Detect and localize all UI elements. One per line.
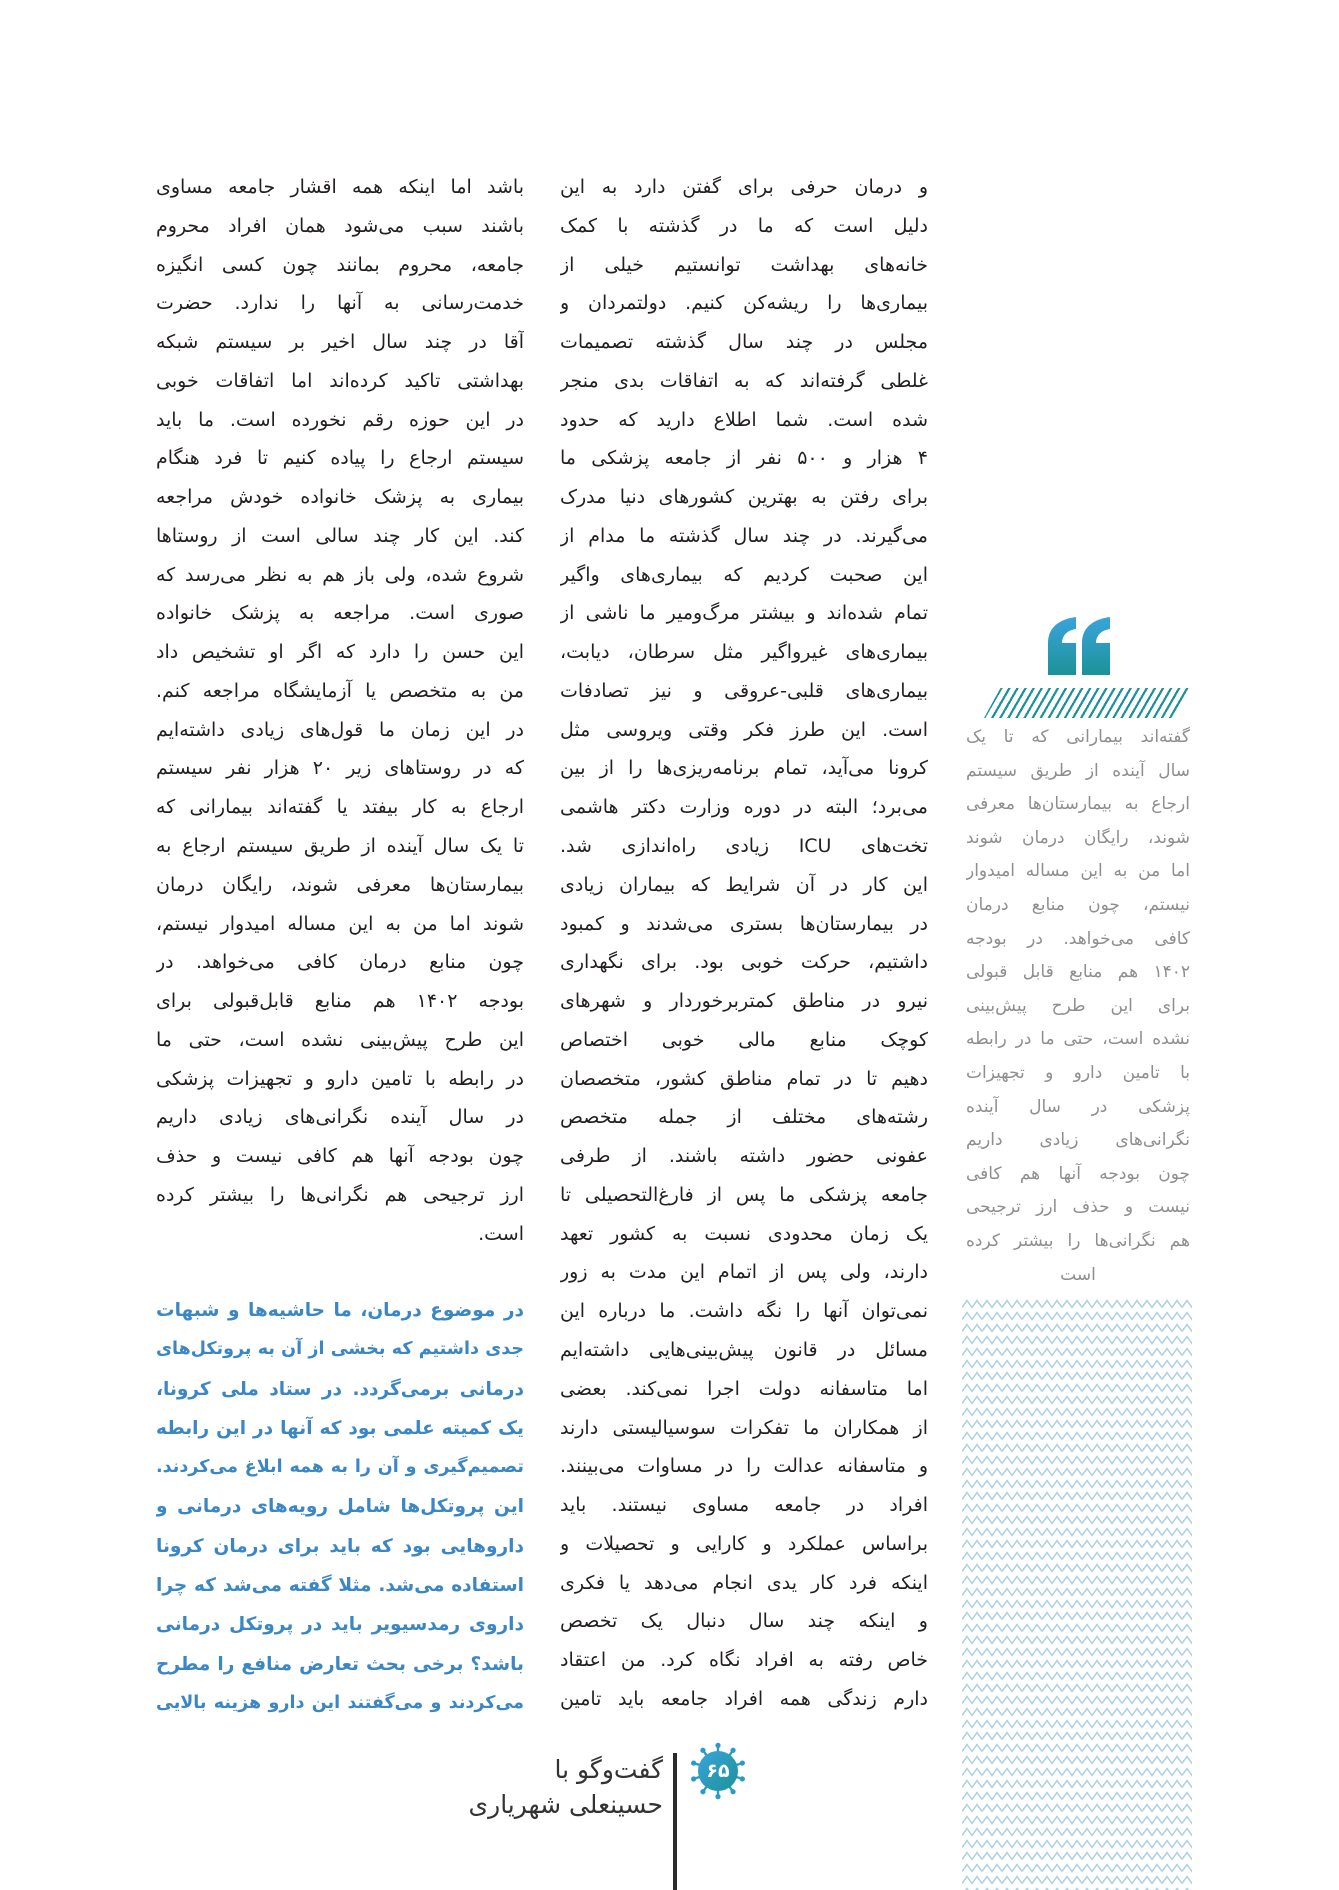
pull-quote-line: نیستم، چون منابع درمان [966, 894, 1190, 915]
quote-icon [1044, 617, 1114, 675]
body-text-line: تخت‌های ICU زیادی راه‌اندازی شد. [560, 835, 928, 858]
pull-quote-line: هم نگرانی‌ها را بیشتر کرده [966, 1230, 1190, 1251]
pull-quote-line: کافی می‌خواهد. در بودجه [966, 928, 1190, 949]
pull-quote-line: با تامین دارو و تجهیزات [966, 1062, 1190, 1083]
body-text-line: نمی‌توان آنها را نگه داشت. ما درباره این [560, 1300, 928, 1323]
body-text-line: کرونا می‌آید، تمام برنامه‌ریزی‌ها را از بین [560, 757, 928, 780]
body-text-line: نیرو در مناطق کمتربرخوردار و شهرهای [560, 990, 928, 1013]
body-text-line: سیستم ارجاع را پیاده کنیم تا فرد هنگام [156, 447, 524, 470]
body-text-line: کوچک منابع مالی خوبی اختصاص [560, 1028, 928, 1051]
highlight-paragraph [156, 1291, 524, 1723]
body-text-line: مجلس در چند سال گذشته تصمیمات [560, 331, 928, 354]
pull-quote-line: سال آینده از طریق سیستم [966, 760, 1190, 781]
body-text-line: در رابطه با تامین دارو و تجهیزات پزشکی [156, 1067, 524, 1090]
body-text-line: کند. این کار چند سالی است از روستاها [156, 524, 524, 547]
pull-quote-line: نگرانی‌های زیادی داریم [966, 1130, 1190, 1151]
footer-section-title: گفت‌وگو با [554, 1755, 663, 1784]
body-text-line: برای رفتن به بهترین کشورهای دنیا مدرک [560, 486, 928, 509]
highlight-text-line: یک کمیته علمی بود که آنها در این رابطه [156, 1417, 524, 1439]
body-text-line: باشند سبب می‌شود همان افراد محروم [156, 214, 524, 237]
pull-quote-line: گفته‌اند بیمارانی که تا یک [966, 727, 1190, 747]
body-text-line: بیماری‌های قلبی-عروقی و نیز تصادفات [560, 679, 928, 702]
body-text-line: بیماری به پزشک خانواده خودش مراجعه [156, 486, 524, 509]
body-text-line: افراد در جامعه مساوی نیستند. باید [560, 1494, 928, 1517]
highlight-text-line: درمانی برمی‌گردد. در ستاد ملی کرونا، [156, 1378, 524, 1400]
pull-quote-line: اما من به این مساله امیدوار [966, 861, 1190, 882]
pull-quote-line: نیست و حذف ارز ترجیحی [966, 1197, 1190, 1218]
page-number: ۶۵ [706, 1760, 730, 1782]
diagonal-stripes [984, 688, 1190, 718]
highlight-text-line: در موضوع درمان، ما حاشیه‌ها و شبهات [156, 1300, 524, 1321]
body-text-line: تا یک سال آینده از طریق سیستم ارجاع به [156, 835, 524, 858]
highlight-text-line: داروهایی بود که باید برای درمان کرونا [156, 1535, 524, 1557]
body-text-line: آقا در چند سال اخیر بر سیستم شبکه [156, 331, 524, 354]
body-text-line: است. [478, 1222, 524, 1245]
footer-interviewee-name: حسینعلی شهریاری [468, 1790, 663, 1819]
body-text-line: عفونی حضور داشته باشند. از طرفی [560, 1145, 928, 1168]
body-text-line: شوند اما من به این مساله امیدوار نیستم، [156, 912, 524, 935]
body-text-line: و متاسفانه عدالت را در مساوات می‌بینند. [560, 1455, 928, 1478]
body-text-line: خدمت‌رسانی به آنها را ندارد. حضرت [156, 292, 524, 315]
body-text-line: مسائل در قانون پیش‌بینی‌هایی داشته‌ایم [560, 1338, 928, 1361]
footer-divider [673, 1753, 677, 1890]
body-text-line: اینکه فرد کار یدی انجام می‌دهد یا فکری [560, 1571, 928, 1594]
article-column-left [156, 168, 524, 1253]
highlight-text-line: جدی داشتیم که بخشی از آن به پروتکل‌های [156, 1339, 524, 1360]
body-text-line: شروع شده، ولی باز هم به نظر می‌رسد که [156, 563, 524, 586]
body-text-line: بیماری‌ها را ریشه‌کن کنیم. دولتمردان و [560, 292, 928, 315]
body-text-line: دارم زندگی همه افراد جامعه باید تامین [560, 1687, 928, 1710]
pull-quote-line: ۱۴۰۲ هم منابع قابل قبولی [966, 962, 1190, 983]
body-text-line: دهیم تا در تمام مناطق کشور، متخصصان [560, 1067, 928, 1090]
body-text-line: تمام شده‌اند و بیشتر مرگ‌ومیر ما ناشی از [560, 602, 928, 625]
body-text-line: ۴ هزار و ۵۰۰ نفر از جامعه پزشکی ما [560, 447, 928, 470]
body-text-line: من به متخصص یا آزمایشگاه مراجعه کنم. [156, 679, 524, 702]
body-text-line: براساس عملکرد و کارایی و تحصیلات و [560, 1532, 928, 1555]
body-text-line: چون منابع درمان کافی می‌خواهد. در [156, 951, 524, 974]
pull-quote [966, 721, 1190, 1292]
body-text-line: خانه‌های بهداشت توانستیم خیلی از [560, 253, 928, 276]
pull-quote-line: است [1060, 1264, 1096, 1285]
body-text-line: از همکاران ما تفکرات سوسیالیستی دارند [560, 1416, 928, 1439]
body-text-line: این کار در آن شرایط که بیماران زیادی [560, 873, 928, 896]
body-text-line: دلیل است که ما در گذشته با کمک [560, 214, 928, 237]
body-text-line: دارند، ولی پس از اتمام این مدت به زور [560, 1261, 928, 1284]
virus-badge-icon [689, 1742, 747, 1800]
body-text-line: غلطی گرفته‌اند که به اتفاقات بدی منجر [560, 369, 928, 392]
body-text-line: می‌برد؛ البته در دوره وزارت دکتر هاشمی [560, 796, 928, 819]
body-text-line: در این حوزه رقم نخورده است. ما باید [156, 408, 524, 431]
article-column-right [560, 168, 928, 1719]
body-text-line: بیماری‌های غیرواگیر مثل سرطان، دیابت، [560, 641, 928, 664]
body-text-line: ارز ترجیحی هم نگرانی‌ها را بیشتر کرده [156, 1183, 524, 1206]
body-text-line: اما متاسفانه دولت اجرا نمی‌کند. بعضی [560, 1377, 928, 1400]
body-text-line: رشته‌های مختلف از جمله متخصص [560, 1106, 928, 1129]
body-text-line: در این زمان ما قول‌های زیادی داشته‌ایم [156, 718, 524, 741]
body-text-line: که در روستاهای زیر ۲۰ هزار نفر سیستم [156, 757, 524, 780]
body-text-line: داشتیم، حرکت خوبی بود. برای نگهداری [560, 951, 928, 974]
body-text-line: ارجاع به کار بیفتد یا گفته‌اند بیمارانی که [156, 796, 524, 819]
body-text-line: و اینکه چند سال دنبال یک تخصص [560, 1610, 928, 1633]
highlight-text-line: می‌کردند و می‌گفتند این دارو هزینه بالایی [156, 1692, 524, 1713]
body-text-line: جامعه، محروم بمانند چون کسی انگیزه [156, 253, 524, 276]
pull-quote-line: برای این طرح پیش‌بینی [966, 995, 1190, 1016]
body-text-line: صوری است. مراجعه به پزشک خانواده [156, 602, 524, 625]
body-text-line: می‌گیرند. در چند سال گذشته ما مدام از [560, 524, 928, 547]
body-text-line: بیمارستان‌ها معرفی شوند، رایگان درمان [156, 873, 524, 896]
body-text-line: و درمان حرفی برای گفتن دارد به این [560, 176, 928, 198]
body-text-line: یک زمان محدودی نسبت به کشور تعهد [560, 1222, 928, 1245]
body-text-line: شده است. شما اطلاع دارید که حدود [560, 408, 928, 431]
highlight-text-line: استفاده می‌شد. مثلا گفته می‌شد که چرا [156, 1575, 524, 1597]
highlight-text-line: باشد؟ برخی بحث تعارض منافع را مطرح [156, 1653, 524, 1675]
body-text-line: چون بودجه آنها هم کافی نیست و حذف [156, 1145, 524, 1168]
body-text-line: این طرح پیش‌بینی نشده است، حتی ما [156, 1028, 524, 1051]
highlight-text-line: داروی رمدسیویر باید در پروتکل درمانی [156, 1614, 524, 1636]
body-text-line: در سال آینده نگرانی‌های زیادی داریم [156, 1106, 524, 1129]
chevron-pattern [962, 1298, 1192, 1890]
body-text-line: باشد اما اینکه همه اقشار جامعه مساوی [156, 176, 524, 198]
highlight-text-line: این پروتکل‌ها شامل رویه‌های درمانی و [156, 1496, 524, 1518]
body-text-line: این صحبت کردیم که بیماری‌های واگیر [560, 563, 928, 586]
body-text-line: خاص رفته به افراد نگاه کرد. من اعتقاد [560, 1649, 928, 1672]
body-text-line: جامعه پزشکی ما پس از فارغ‌التحصیلی تا [560, 1183, 928, 1206]
body-text-line: این حسن را دارد که اگر او تشخیص داد [156, 641, 524, 664]
pull-quote-line: چون بودجه آنها هم کافی [966, 1163, 1190, 1184]
pull-quote-line: پزشکی در سال آینده [966, 1096, 1190, 1117]
body-text-line: بهداشتی تاکید کرده‌اند اما اتفاقات خوبی [156, 369, 524, 392]
body-text-line: بودجه ۱۴۰۲ هم منابع قابل‌قبولی برای [156, 990, 524, 1013]
pull-quote-line: نشده است، حتی ما در رابطه [966, 1029, 1190, 1050]
pull-quote-line: ارجاع به بیمارستان‌ها معرفی [966, 794, 1190, 815]
body-text-line: در بیمارستان‌ها بستری می‌شدند و کمبود [560, 912, 928, 935]
pull-quote-line: شوند، رایگان درمان شوند [966, 827, 1190, 848]
body-text-line: است. این طرز فکر وقتی ویروسی مثل [560, 718, 928, 741]
highlight-text-line: تصمیم‌گیری و آن را به همه ابلاغ می‌کردند. [156, 1457, 524, 1478]
